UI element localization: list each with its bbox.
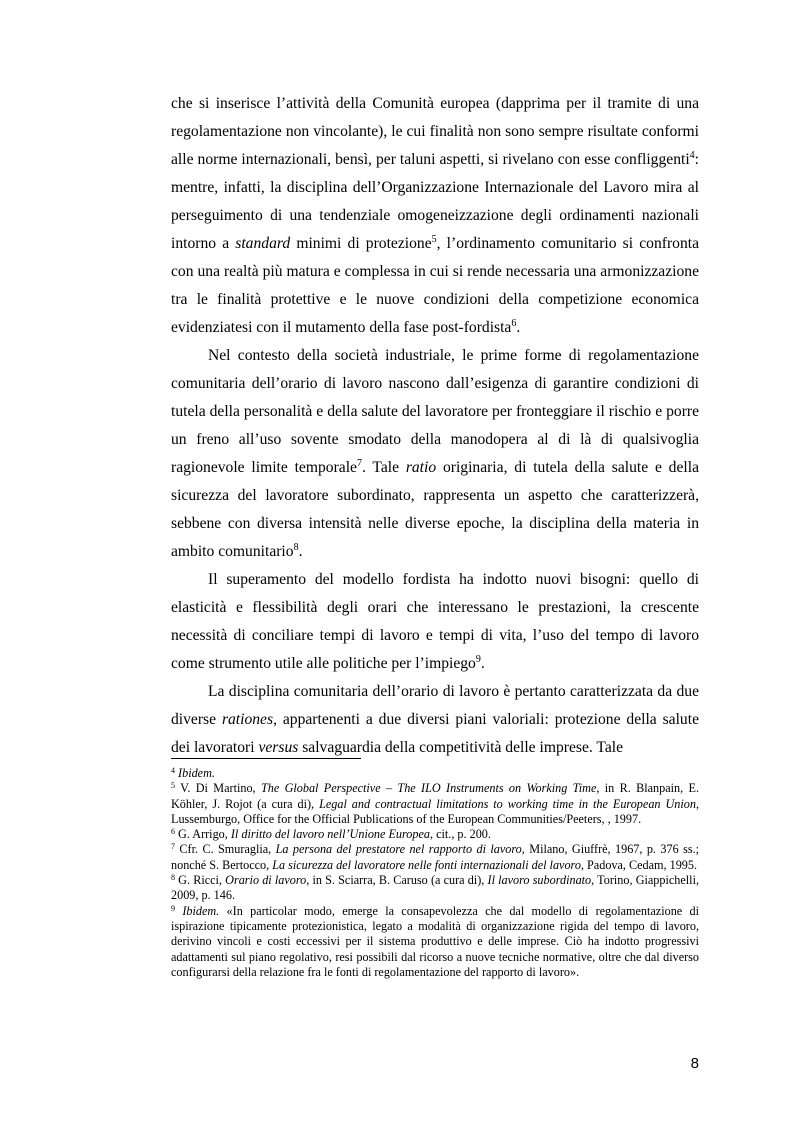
italic-run: Il diritto del lavoro nell’Unione Europea: [230, 827, 431, 842]
italic-run: La sicurezza del lavoratore nelle fonti internazionali del lavoro: [272, 857, 581, 872]
italic-run: rationes: [221, 711, 274, 728]
text-run: , l’ordinamento comunitario si confronta con una realtà più matura e complessa in cui si rende necessaria una armonizzazione tra le finalità protettive e le nuove condizioni della competizione economica evidenziatesi con il mutamento della fase post-fordista: [171, 235, 699, 336]
text-run: , Milano, Giuffrè, 1967, p. 376 ss.; nonché S. Bertocco,: [171, 842, 700, 872]
text-run: , cit., p. 200.: [430, 827, 491, 842]
text-run: salvaguardia della competitività delle imprese. Tale: [298, 739, 623, 756]
paragraph-2: [171, 342, 699, 566]
text-run: G. Arrigo,: [175, 827, 231, 842]
footnote-9: [171, 904, 699, 980]
text-run: . Tale: [361, 459, 406, 476]
paragraph-4: [171, 678, 699, 762]
text-run: .: [480, 655, 485, 672]
body-text: [171, 90, 699, 762]
footnote-separator: [171, 758, 361, 759]
footnote-ref-7[interactable]: 7: [356, 458, 362, 469]
footnote-4: [171, 766, 699, 781]
footnote-number: 4: [171, 766, 175, 775]
footnote-ref-4[interactable]: 4: [689, 150, 695, 161]
footnote-number: 8: [171, 873, 175, 883]
text-run: La disciplina comunitaria dell’orario di lavoro è pertanto caratterizzata da due diverse: [171, 683, 699, 728]
footnote-number: 6: [171, 827, 175, 837]
footnote-ref-6[interactable]: 6: [511, 318, 517, 329]
footnotes: [171, 766, 699, 980]
italic-run: Ibidem.: [175, 903, 220, 918]
footnote-6: [171, 827, 699, 842]
text-run: , appartenenti a due diversi piani valoriali: protezione della salute dei lavoratori: [171, 711, 699, 756]
text-run: originaria, di tutela della salute e della sicurezza del lavoratore subordinato, rappresenta un aspetto che caratterizzerà, sebbene con diversa intensità nelle diverse epoche, la disciplina della materia in ambito comunitario: [171, 459, 699, 560]
text-run: minimi di protezione: [290, 235, 432, 252]
text-run: , Torino, Giappichelli, 2009, p. 146.: [171, 873, 699, 903]
footnote-7: [171, 842, 699, 873]
text-run: che si inserisce l’attività della Comunità europea (dapprima per il tramite di una regolamentazione non vincolante), le cui finalità non sono sempre risultate conformi alle norme internazionali, bensì, per taluni aspetti, si rivelano con esse confliggenti: [171, 95, 699, 168]
text-run: Il superamento del modello fordista ha indotto nuovi bisogni: quello di elasticità e flessibilità degli orari che interessano le prestazioni, la crescente necessità di conciliare tempi di lavoro e tempi di vita, l’uso del tempo di lavoro come strumento utile alle politiche per l’impiego: [171, 571, 699, 672]
text-run: : mentre, infatti, la disciplina dell’Organizzazione Internazionale del Lavoro mira al perseguimento di una tendenziale omogeneizzazione degli ordinamenti nazionali intorno a: [171, 151, 699, 252]
footnote-number: 7: [171, 842, 175, 852]
page-number: 8: [690, 1055, 699, 1072]
text-run: .: [298, 543, 303, 560]
text-run: G. Ricci,: [175, 873, 226, 888]
italic-run: Il lavoro subordinato: [487, 873, 592, 888]
text-run: .: [516, 319, 521, 336]
footnote-number: 5: [171, 781, 175, 791]
italic-run: Ibidem.: [178, 766, 215, 780]
footnote-ref-5[interactable]: 5: [431, 234, 437, 245]
italic-run: ratio: [405, 459, 437, 476]
text-run: , in R. Blanpain, E. Köhler, J. Rojot (a cura di),: [171, 781, 699, 811]
text-run: Cfr. C. Smuraglia,: [175, 842, 276, 857]
text-run: «In particolar modo, emerge la consapevolezza che dal modello di regolamentazione di ispirazione tipicamente protezionistica, legato a modalità di organizzazione rigida del tempo di lavoro, derivino vincoli e costi eccessivi per il sistema produttivo e delle imprese. Ciò ha indotto progressivi adattamenti sul piano regolativo, resi possibili dal ricorso a nuove tecniche normative, oltre che dal diverso configurarsi della relazione fra le fonti di regolamentazione del rapporto di lavoro».: [171, 903, 699, 979]
italic-run: standard: [235, 235, 291, 252]
footnote-ref-8[interactable]: 8: [293, 542, 299, 553]
text-run: , Lussemburgo, Office for the Official Publications of the European Communities/Peeters, , 1997.: [171, 796, 699, 826]
italic-run: The Global Perspective – The ILO Instruments on Working Time: [260, 781, 597, 796]
footnote-number: 9: [171, 903, 175, 913]
italic-run: La persona del prestatore nel rapporto di lavoro: [275, 842, 522, 857]
paragraph-1: [171, 90, 699, 342]
italic-run: versus: [258, 739, 299, 756]
italic-run: Legal and contractual limitations to working time in the European Union: [319, 796, 696, 811]
footnote-8: [171, 873, 699, 904]
text-run: Nel contesto della società industriale, le prime forme di regolamentazione comunitaria dell’orario di lavoro nascono dall’esigenza di garantire condizioni di tutela della personalità e della salute del lavoratore per fronteggiare il rischio e porre un freno all’uso sovente smodato della manodopera al di là di qualsivoglia ragionevole limite temporale: [171, 347, 699, 476]
footnote-5: [171, 781, 699, 827]
text-run: , Padova, Cedam, 1995.: [580, 857, 698, 872]
italic-run: Orario di lavoro: [225, 873, 307, 888]
text-run: V. Di Martino,: [175, 781, 261, 796]
text-run: , in S. Sciarra, B. Caruso (a cura di),: [306, 873, 488, 888]
footnote-ref-9[interactable]: 9: [475, 654, 481, 665]
paragraph-3: [171, 566, 699, 678]
